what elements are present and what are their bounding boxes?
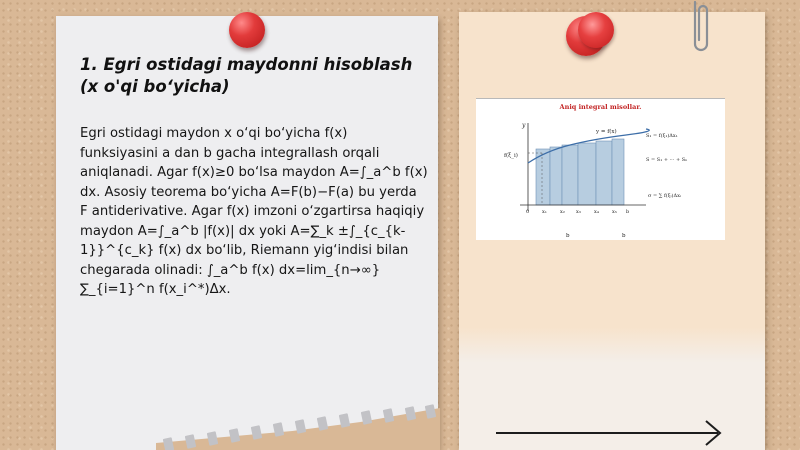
x-tick-label: x₃ xyxy=(576,209,581,215)
perforation-hole xyxy=(339,413,351,428)
perforation-hole xyxy=(229,428,241,443)
section-title: 1. Egri ostidagi maydonni hisoblash (x o'qi bo‘yicha) xyxy=(80,55,413,96)
integral-figure xyxy=(476,98,725,240)
perforation-hole xyxy=(251,425,263,440)
s1-label: S₁ = f(ξ₁)Δx₁ xyxy=(646,133,678,139)
riemann-rect xyxy=(562,145,578,205)
curve-label: y = f(x) xyxy=(596,129,617,135)
x-tick-label: x₄ xyxy=(594,209,599,215)
figure-drawing xyxy=(476,99,725,241)
perforation-hole xyxy=(273,422,285,437)
perforation-hole xyxy=(361,410,373,425)
perforation-hole xyxy=(425,404,437,419)
x-tick-label: x₂ xyxy=(560,209,565,215)
sn-label: S = S₁ + ··· + Sₙ xyxy=(646,157,688,163)
perforation-hole xyxy=(317,416,329,431)
perforation-hole xyxy=(295,419,307,434)
bottom-b-label: b xyxy=(622,233,626,239)
y-axis-label: y xyxy=(522,122,526,129)
perforation-hole xyxy=(405,406,417,421)
perforation-hole xyxy=(185,434,197,449)
push-pin-icon xyxy=(229,12,265,48)
bottom-b-label: b xyxy=(566,233,570,239)
perforation-hole xyxy=(163,437,175,450)
perforation-row xyxy=(160,402,440,450)
sum-label: σ = ∑ f(ξᵢ)Δxᵢ xyxy=(648,193,681,199)
arrow-right-icon xyxy=(494,416,726,450)
riemann-rect xyxy=(578,143,596,205)
figure-title: Aniq integral misollar. xyxy=(559,103,642,111)
riemann-rect xyxy=(596,141,612,205)
riemann-rect xyxy=(550,147,562,205)
push-pin-head-icon xyxy=(578,12,614,48)
x-tick-label: b xyxy=(626,209,630,215)
paper-clip-icon xyxy=(688,0,712,60)
perforation-hole xyxy=(383,408,395,423)
f-xi-label: f(ξ_i) xyxy=(504,153,518,159)
riemann-rect xyxy=(612,139,624,205)
section-body-text: Egri ostidagi maydon x o‘qi bo‘yicha f(x) funksiyasini a dan b gacha integrallash orqali aniqlanadi. Agar f(x)≥0 bo‘lsa maydon A=∫_a^b f(x) dx. Asosiy teorema bo‘yicha A=F(b)−F(a) bu yerda F antiderivative. Agar f(x) imzoni o‘zgartirsa haqiqiy maydon A=∫_a^b |f(x)| dx yoki A=∑_k ±∫_{c_{k-1}}^{c_k} f(x) dx bo‘lib, Riemann yig‘indisi bilan chegarada olinadi: ∫_a^b f(x) dx=lim_{n→∞} ∑_{i=1}^n f(x_i^*)Δx. xyxy=(80,126,428,297)
perforation-hole xyxy=(207,431,219,446)
x-tick-label: x₁ xyxy=(542,209,547,215)
x-tick-label: x₅ xyxy=(612,209,617,215)
x-tick-label: 0 xyxy=(526,209,530,215)
